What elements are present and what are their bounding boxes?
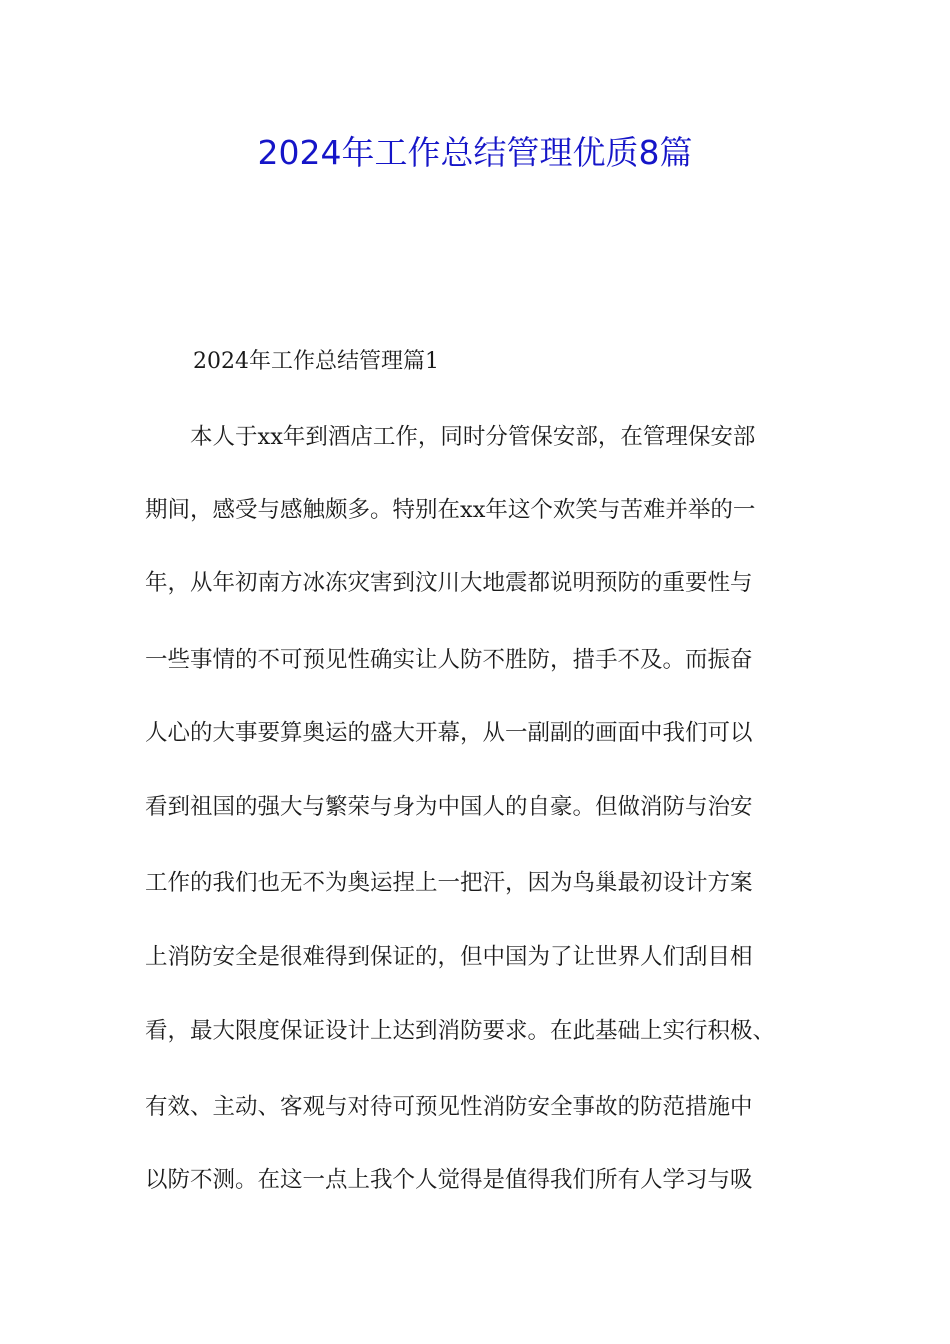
paragraph-line: 上消防安全是很难得到保证的，但中国为了让世界人们刮目相 [145, 944, 753, 970]
paragraph-line: 年，从年初南方冰冻灾害到汶川大地震都说明预防的重要性与 [145, 570, 753, 596]
paragraph-line: 看到祖国的强大与繁荣与身为中国人的自豪。但做消防与治安 [145, 794, 753, 820]
paragraph-line: 工作的我们也无不为奥运捏上一把汗，因为鸟巢最初设计方案 [145, 870, 753, 896]
paragraph-line: 看，最大限度保证设计上达到消防要求。在此基础上实行积极、 [145, 1018, 776, 1044]
document-title: 2024年工作总结管理优质8篇 [257, 133, 693, 172]
paragraph-line: 一些事情的不可预见性确实让人防不胜防，措手不及。而振奋 [145, 647, 753, 673]
section-heading: 2024年工作总结管理篇1 [193, 349, 439, 374]
paragraph-line: 本人于xx年到酒店工作，同时分管保安部，在管理保安部 [145, 424, 756, 450]
paragraph-line: 期间，感受与感触颇多。特别在xx年这个欢笑与苦难并举的一 [145, 497, 756, 523]
paragraph-line: 人心的大事要算奥运的盛大开幕，从一副副的画面中我们可以 [145, 720, 753, 746]
paragraph-line: 以防不测。在这一点上我个人觉得是值得我们所有人学习与吸 [145, 1167, 753, 1193]
paragraph-line: 有效、主动、客观与对待可预见性消防安全事故的防范措施中 [145, 1094, 753, 1120]
